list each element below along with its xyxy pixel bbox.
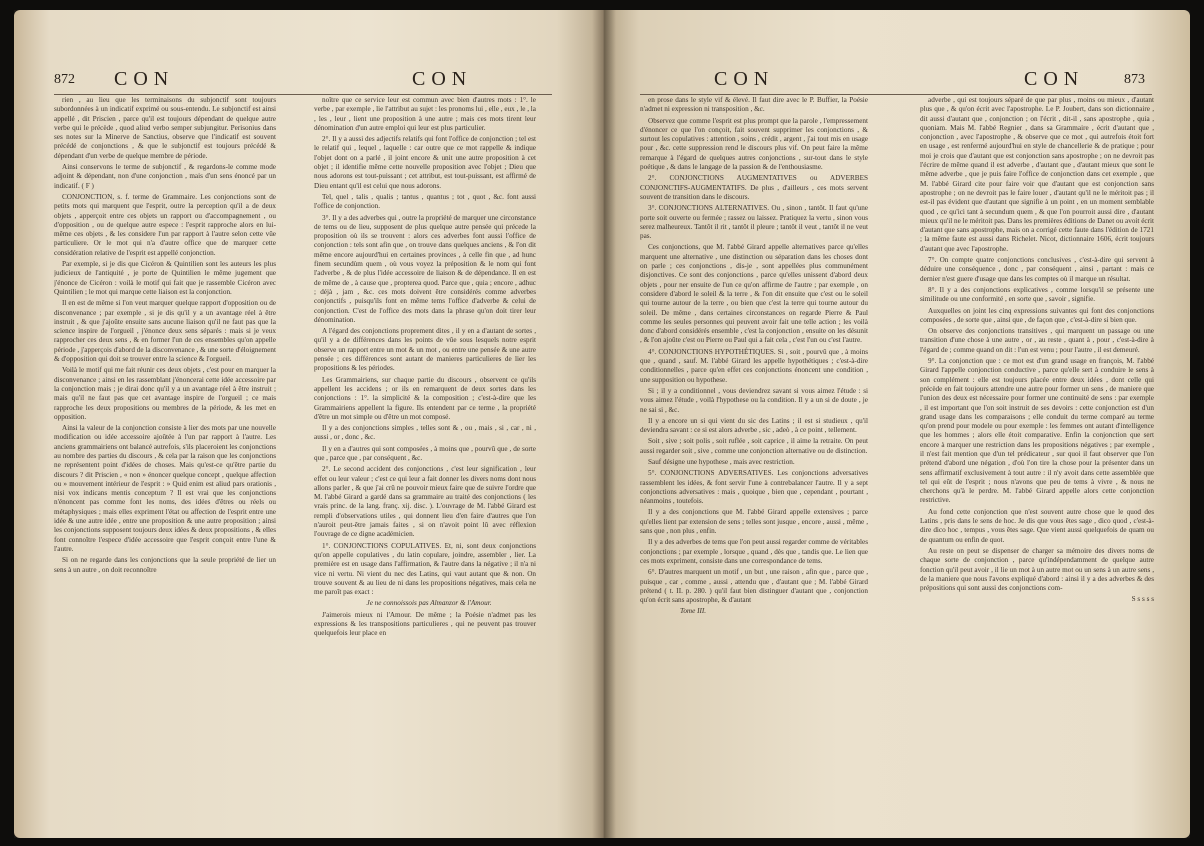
paragraph: 9°. La conjonction que : ce mot est d'un grand usage en françois, M. l'abbé Girard l'appelle conjonction conductive , parce qu'elle sert à conduire le sens à son complément : elle est toujours placée entre deux idées , dont celle qui précède en fait toujours attendre une autre pour former un sens , de maniere que l'union des deux est nécessaire pour former une continuité de sens : par exemple , il est important que l'on soit instruit de ses devoirs : cette conjonction est d'un grand usage dans les comparaisons ; elle conduit du terme comparé au terme qu'on prend pour modele ou pour exemple : les femmes ont autant d'intelligence que les hommes ; alors elle étoit comparative. Enfin la conjonction que sert encore à marquer une restriction dans les propositions négatives ; par exemple , il n'est fait mention que d'un tel prédicateur , sur quoi il faut observer que l'on prétend d'abord une négation , d'où l'on tire la chose pour la présenter dans un sens affirmatif exclusivement à tout autre : il n'y avoit dans cette assemblée que tel qui eût de l'esprit ; nous n'avons que peu de tems à vivre , & nous ne cherchons qu'à le perdre. M. l'abbé Girard appelle alors cette conjonction restrictive. xyxy=(920,357,1154,505)
paragraph: Si on ne regarde dans les conjonctions que la seule propriété de lier un sens à un autre , on doit reconnoître xyxy=(54,556,276,574)
paragraph: Il y en a d'autres qui sont composées , à moins que , pourvû que , de sorte que , parce que , par conséquent , &c. xyxy=(314,444,536,462)
paragraph: CONJONCTION, s. f. terme de Grammaire. Les conjonctions sont de petits mots qui marquent que l'esprit, outre la perception qu'il a de deux objets , apperçoit entre ces objets un rapport ou d'accompagnement , ou d'opposition , ou de quelque autre espece : l'esprit rapproche alors en lui-même ces objets , & les considere l'un par rapport à l'autre selon cette vûe particuliere. Or le mot qui n'a d'autre office que de marquer cette considération relative de l'esprit est appellé conjonction. xyxy=(54,192,276,257)
paragraph: A l'égard des conjonctions proprement dites , il y en a d'autant de sortes , qu'il y a de différences dans les points de vûe sous lesquels notre esprit observe un rapport entre un mot & un mot , ou entre une pensée & une autre pensée ; ces différences sont autant de manieres particulieres de lier les propositions & les périodes. xyxy=(314,327,536,373)
paragraph: Ainsi la valeur de la conjonction consiste à lier des mots par une nouvelle modification ou idée accessoire ajoûtée à l'un par rapport à l'autre. Les anciens grammairiens ont balancé autrefois, s'ils placeroient les conjonctions au nombre des parties du discours , & cela par la raison que les conjonctions ne représentent point d'idées de choses. Mais qu'est-ce qu'être partie du discours ? dit Priscien , « non » énoncer quelque concept , quelque affection ou » mouvement intérieur de l'esprit : » Quid enim est aliud pars orationis , nisi vox indicans mentis conceptum ? Il est vrai que les conjonctions n'énoncent pas comme font les noms, des idées d'êtres ou réels ou métaphysiques ; mais elles expriment l'état ou affection de l'esprit entre une idée & une autre idée , entre une proposition & une autre proposition ; ainsi les conjonctions supposent toujours deux idées & deux propositions , & elles font connoître l'espece d'idée accessoire que l'esprit conçoit entre l'une & l'autre. xyxy=(54,424,276,553)
running-head-left: CON xyxy=(114,68,175,90)
paragraph: Il y a des conjonctions simples , telles sont & , ou , mais , si , car , ni , aussi , or , donc , &c. xyxy=(314,424,536,442)
header-rule xyxy=(54,94,552,95)
paragraph: Ces conjonctions, que M. l'abbé Girard appelle alternatives parce qu'elles marquent une alternative , une distinction ou séparation dans les choses dont on parle ; ces conjonctions , dis-je , sont appellées plus communément disjonctives. Ce sont des conjonctions , parce qu'elles unissent d'abord deux objets , pour ner ensuite de l'un ce qu'on affirme de l'autre ; par exemple , on considere d'abord le soleil & la terre , & l'on dit ensuite que c'est ou le soleil qui tourne autour de la terre , ou bien que c'est la terre qui tourne autour du soleil. De même , dans certaines circonstances on regarde Pierre & Paul comme les seules personnes qui peuvent avoir fait une telle action ; les voilà donc d'abord considérés ensemble , c'est la conjonction , ensuite on les désunit , & l'on ajoûte c'est ou Pierre ou Paul qui a fait cela , c'est l'un ou c'est l'autre. xyxy=(640,243,868,345)
paragraph: Tel, quel , talis , qualis ; tantus , quantus ; tot , quot , &c. font aussi l'office de conjonction. xyxy=(314,192,536,211)
paragraph: 8°. Il y a des conjonctions explicatives , comme lorsqu'il se présente une similitude ou une conformité , en sorte que , savoir , signifie. xyxy=(920,285,1154,304)
paragraph: Voilà le motif qui me fait réunir ces deux objets , c'est pour en marquer la disconvenance ; ainsi en les rassemblant j'énoncerai cette idée accessoire par la conjonction mais ; je dirai donc qu'il y a un avantage réel à être instruit ; mais qu'il ne faut pas que cet avantage inspire de l'orgueil ; ce mais rapproche les deux propositions ou membres de la période, & les met en opposition. xyxy=(54,366,276,421)
paragraph: Au fond cette conjonction que n'est souvent autre chose que le quod des Latins , pris dans le sens de hoc. Je dis que vous êtes sage , dico quod , c'est-à-dire dico hoc , tempus , vous êtes sage. Que vient aussi quelquefois de quam ou de quantum ou enfin de quot. xyxy=(920,507,1154,544)
paragraph: 5°. CONJONCTIONS ADVERSATIVES. Les conjonctions adversatives rassemblent les idées, & font servir l'une à contrebalancer l'autre. Il y a sept conjonctions adversatives : mais , quoique , bien que , cependant , pourtant , néanmoins , toutefois. xyxy=(640,469,868,506)
text-column-2 xyxy=(314,96,536,816)
paragraph: 4°. CONJONCTIONS HYPOTHÉTIQUES. Si , soit , pourvû que , à moins que , quand , sauf. M. l'abbé Girard les appelle hypothétiques ; c'est-à-dire conditionnelles , parce qu'en effet ces conjonctions énoncent une condition , une supposition ou hypothese. xyxy=(640,347,868,384)
paragraph: Ainsi conservons le terme de subjonctif , & regardons-le comme mode adjoint & dépendant, non d'une conjonction , mais d'un sens énoncé par un indicatif. ( F ) xyxy=(54,163,276,190)
paragraph: Auxquelles on joint les cinq expressions suivantes qui font des conjonctions composées , de sorte que , ainsi que , de façon que , c'est-à-dire si bien que. xyxy=(920,306,1154,324)
paragraph: 2°. Il y a aussi des adjectifs relatifs qui font l'office de conjonction ; tel est le relatif qui , lequel , laquelle : car outre que ce mot rappelle & indique l'objet dont on a parlé , il joint encore & unit une autre proposition à cet objet ; il identifie même cette nouvelle proposition avec l'objet ; Dieu que nous adorons est tout-puissant ; cet attribut, est tout-puissant, est affirmé de Dieu entant qu'il est celui que nous adorons. xyxy=(314,135,536,190)
volume-signature: Tome III. xyxy=(680,607,707,616)
paragraph: J'aimerois mieux ni l'Amour. De même ; la Poésie n'admet pas les expressions & les transpositions particulieres , qui ne peuvent pas trouver quelquefois leur place en xyxy=(314,610,536,638)
text-column-1 xyxy=(54,96,276,816)
paragraph: en prose dans le style vif & élevé. Il faut dire avec le P. Buffier, la Poésie n'admet ni expression ni transposition , &c. xyxy=(640,96,868,114)
paragraph: 2°. CONJONCTIONS AUGMENTATIVES ou ADVERBES CONJONCTIFS-AUGMENTATIFS. De plus , d'ailleurs , ces mots servent souvent de transition dans le discours. xyxy=(640,174,868,201)
paragraph: Sauf désigne une hypothese , mais avec restriction. xyxy=(648,457,795,466)
right-page xyxy=(604,10,1190,838)
paragraph: Observez que comme l'esprit est plus prompt que la parole , l'empressement d'énoncer ce que l'on conçoit, fait souvent supprimer les conjonctions , & surtout les copulatives : attention , soins , crédit , argent , j'ai tout mis en usage pour , &c. cette suppression rend le discours plus vif. On peut faire la même remarque à l'égard de quelques autres conjonctions , sur-tout dans le style poétique , & dans le langage de la passion & de l'enthousiasme. xyxy=(640,116,868,172)
paragraph: Par exemple, si je dis que Cicéron & Quintilien sont les auteurs les plus judicieux de l'antiquité , je porte de Quintilien le même jugement que j'énonce de Cicéron : voilà le motif qui fait que je rassemble Cicéron avec Quintilien ; le mot qui marque cette liaison est la conjonction. xyxy=(54,260,276,296)
paragraph: 3°. Il y a des adverbes qui , outre la propriété de marquer une circonstance de tems ou de lieu, supposent de plus quelque autre pensée qui précede la proposition où ils se trouvent : alors ces adverbes font aussi l'office de conjonction : tels sont afin que , on trouve dans quelques anciens , & l'on dit même encore aujourd'hui en certaines provinces , à celle fin que , ad hunc finem secundùm quem , où vous voyez la préposition & le nom qui font l'adverbe , & de plus l'idée accessoire de liaison & de dépendance. Il en est de même de , à cause que , propterea quod. Parce que , quia ; encore , adhuc ; déjà , jam , &c. ces mots doivent être considérés comme adverbes conjonctifs , puisqu'ils font en même tems l'office d'adverbe & celui de conjonction. C'est de l'office des mots dans la phrase qu'on doit tirer leur dénomination. xyxy=(314,213,536,324)
page-number: 872 xyxy=(54,72,75,87)
paragraph: 1°. CONJONCTIONS COPULATIVES. Et, ni, sont deux conjonctions qu'on appelle copulatives , du latin copulare, joindre, assembler , lier. La première est en usage dans l'affirmation, & l'autre dans la négative ; il n'a ni vice ni vertu. Ni vient du nec des Latins, qui vaut autant que & non. On trouve souvent & au lieu de ni dans les propositions négatives, mais cela ne me paroît pas exact : xyxy=(314,541,536,597)
running-head-right: CON xyxy=(412,68,473,90)
paragraph: 2°. Le second accident des conjonctions , c'est leur signification , leur effet ou leur valeur ; c'est ce qui leur a fait donner les divers noms dont nous allons parler , & que j'ai crû ne pouvoir mieux faire que de suivre l'ordre que M. l'abbé Girard a gardé dans sa grammaire au traité des conjonctions ( les vrais princ. de la lang. franç. xij. disc. ). L'ouvrage de M. l'abbé Girard est rempli d'observations utiles , qui donnent lieu d'en faire d'autres que l'on n'auroit peut-être jamais faites , si on n'avoit point lû avec réflexion l'ouvrage de ce digne académicien. xyxy=(314,465,536,539)
book-spread xyxy=(14,10,1190,838)
gathering-signature: S s s s s xyxy=(1131,595,1154,604)
paragraph: On observe des conjonctions transitives , qui marquent un passage ou une transition d'une chose à une autre , or , au reste , quant à , pour , c'est-à-dire à l'égard de ; comme quand on dit : l'un est venu ; pour l'autre , il est demeuré. xyxy=(920,327,1154,354)
running-head-right: CON xyxy=(1024,68,1085,90)
paragraph: Les Grammairiens, sur chaque partie du discours , observent ce qu'ils appellent les accidens ; or ils en remarquent de deux sortes dans les conjonctions : 1°. la simplicité & la composition ; c'est-à-dire que les Grammairiens appellent la figure. Ils entendent par ce terme , la propriété d'être un mot simple ou d'être un mot composé. xyxy=(314,375,536,421)
paragraph: 7°. On compte quatre conjonctions conclusives , c'est-à-dire qui servent à déduire une conséquence , donc , par conséquent , ainsi , partant : mais ce dernier n'est guere d'usage que dans les comptes où il marque un résultat. xyxy=(920,256,1154,283)
paragraph: 3°. CONJONCTIONS ALTERNATIVES. Ou , sinon , tantôt. Il faut qu'une porte soit ouverte ou fermée ; rassez ou laissez. Pratiquez la vertu , sinon vous serez malheureux. Tantôt il rit , tantôt il pleure ; tantôt il veut , tantôt il ne veut pas. xyxy=(640,204,868,241)
text-column-1 xyxy=(640,96,868,816)
paragraph: Soit , sive ; soit polis , soit ruflée , soit caprice , il aime la retraite. On peut aussi regarder soit , sive , comme une conjonction alternative ou de distinction. xyxy=(640,437,868,455)
paragraph: Au reste on peut se dispenser de charger sa mémoire des divers noms de chaque sorte de conjonction , parce qu'indépendamment de quelque autre fonction qu'il peut avoir , il lie un mot à un autre mot ou un sens à un autre sens , de la maniere que nous l'avons expliqué d'abord : ainsi il y a des adverbes & des prépositions qui sont aussi des conjonctions com- xyxy=(920,546,1154,593)
text-column-2 xyxy=(920,96,1154,816)
paragraph: 6°. D'autres marquent un motif , un but , une raison , afin que , parce que , puisque , car , comme , aussi , attendu que , d'autant que ; M. l'abbé Girard prétend ( t. II. p. 280. ) qu'il faut bien distinguer d'autant que , conjonction qu'on écrit sans apostrophe, & d'autant xyxy=(640,568,868,605)
paragraph: Il y a des adverbes de tems que l'on peut aussi regarder comme de véritables conjonctions ; par exemple , lorsque , quand , dès que , tandis que. Le lien que ces mots expriment, consiste dans une correspondance de tems. xyxy=(640,538,868,565)
header-rule xyxy=(640,94,1152,95)
paragraph: adverbe , qui est toujours séparé de que par plus , moins ou mieux , d'autant plus que , & qu'on écrit avec l'apostrophe. Le P. Joubert, dans son dictionnaire , dit aussi d'autant que , conjonction ; on l'écrit , dit-il , sans apostrophe , quia , quoniam. Mais M. l'abbé Regnier , dans sa Grammaire , écrit d'autant que , conjonction , avec l'apostrophe , & observe que ce mot , qui autrefois étoit fort en usage , est renfermé aujourd'hui en style de chancellerie & de pratique ; pour moi je crois que d'autant que est conjonction sans apostrophe ; on ne devroit pas l'écrire de même quand il est adverbe , d'autant que , d'autant mieux que sont le même adverbe , que je puis faire l'office de conjonction dans cet exemple , que M. l'abbé Girard cite pour faire voir que d'autant que est conjonction sans apostrophe ; on ne devroit pas le faire louer , d'autant qu'il ne le méritoit pas ; il est-il pas évident que d'autant que signifie à un point , en un moment semblable quod , ce qu'ici tant à secundum quem , & que l'on pourroit aussi dire , d'autant mieux qu'il ne le méritoit pas. Dans les premières éditions de Danet ou avoit écrit d'autant que sans apostrophe, mais on a corrigé cette faute dans l'édition de 1721 ; la même faute est aussi dans Richelet. Nicot, dictionnaire 1606, écrit toujours d'autant que avec l'apostrophe. xyxy=(920,96,1154,253)
paragraph: Il y a des conjonctions que M. l'abbé Girard appelle extensives ; parce qu'elles lient par extension de sens ; telles sont jusque , encore , aussi , même , sans que , non plus , enfin. xyxy=(640,508,868,536)
paragraph: noître que ce service leur est commun avec bien d'autres mots : 1°. le verbe , par exemple , lie l'attribut au sujet : les pronoms lui , elle , eux , le , la , les , leur , lient une proposition à une autre ; mais ces mots tirent leur dénomination d'un autre emploi qui leur est plus particulier. xyxy=(314,96,536,132)
page-number: 873 xyxy=(1124,72,1145,87)
paragraph: rien , au lieu que les terminaisons du subjonctif sont toujours subordonnées à un indicatif exprimé ou sous-entendu. Le subjonctif est ainsi appellé , dit Priscien , parce qu'il est toujours dépendant de quelque autre verbe qui le précède , quod aliud verbo semper subjungitur. Perisonius dans ses notes sur la Minerve de Sanctius, observe que l'indicatif est souvent précédé de conjonctions , & que le subjonctif est toujours précédé & dépendant d'un verbe de quelque membre de période. xyxy=(54,96,276,160)
running-head-left: CON xyxy=(714,68,775,90)
paragraph: Si ; il y a conditionnel , vous deviendrez savant si vous aimez l'étude : si vous aimez l'étude , voilà l'hypothese ou la condition. Il y a un si de doute , je ne sai si , &c. xyxy=(640,386,868,414)
verse-quote: Je ne connoissois pas Almanzor & l'Amour. xyxy=(366,599,492,608)
left-page xyxy=(14,10,604,838)
paragraph: Il en est de même si l'on veut marquer quelque rapport d'opposition ou de disconvenance ; par exemple , si je dis qu'il y a un avantage réel à être instruit , & que j'ajoûte ensuite sans aucune liaison qu'il ne faut pas que la science inspire de l'orgueil , j'énonce deux sens séparés : mais si je veux rapprocher ces deux sens , & en former l'un de ces ensembles qu'on appelle période , j'apperçois d'abord de la disconvenance , & une sorte d'éloignement & d'opposition qui doit se trouver entre la science & l'orgueil. xyxy=(54,299,276,364)
paragraph: Il y a encore un si qui vient du sic des Latins ; il est si studieux , qu'il deviendra savant : ce si est alors adverbe , sic , adeò , à ce point , tellement. xyxy=(640,416,868,435)
